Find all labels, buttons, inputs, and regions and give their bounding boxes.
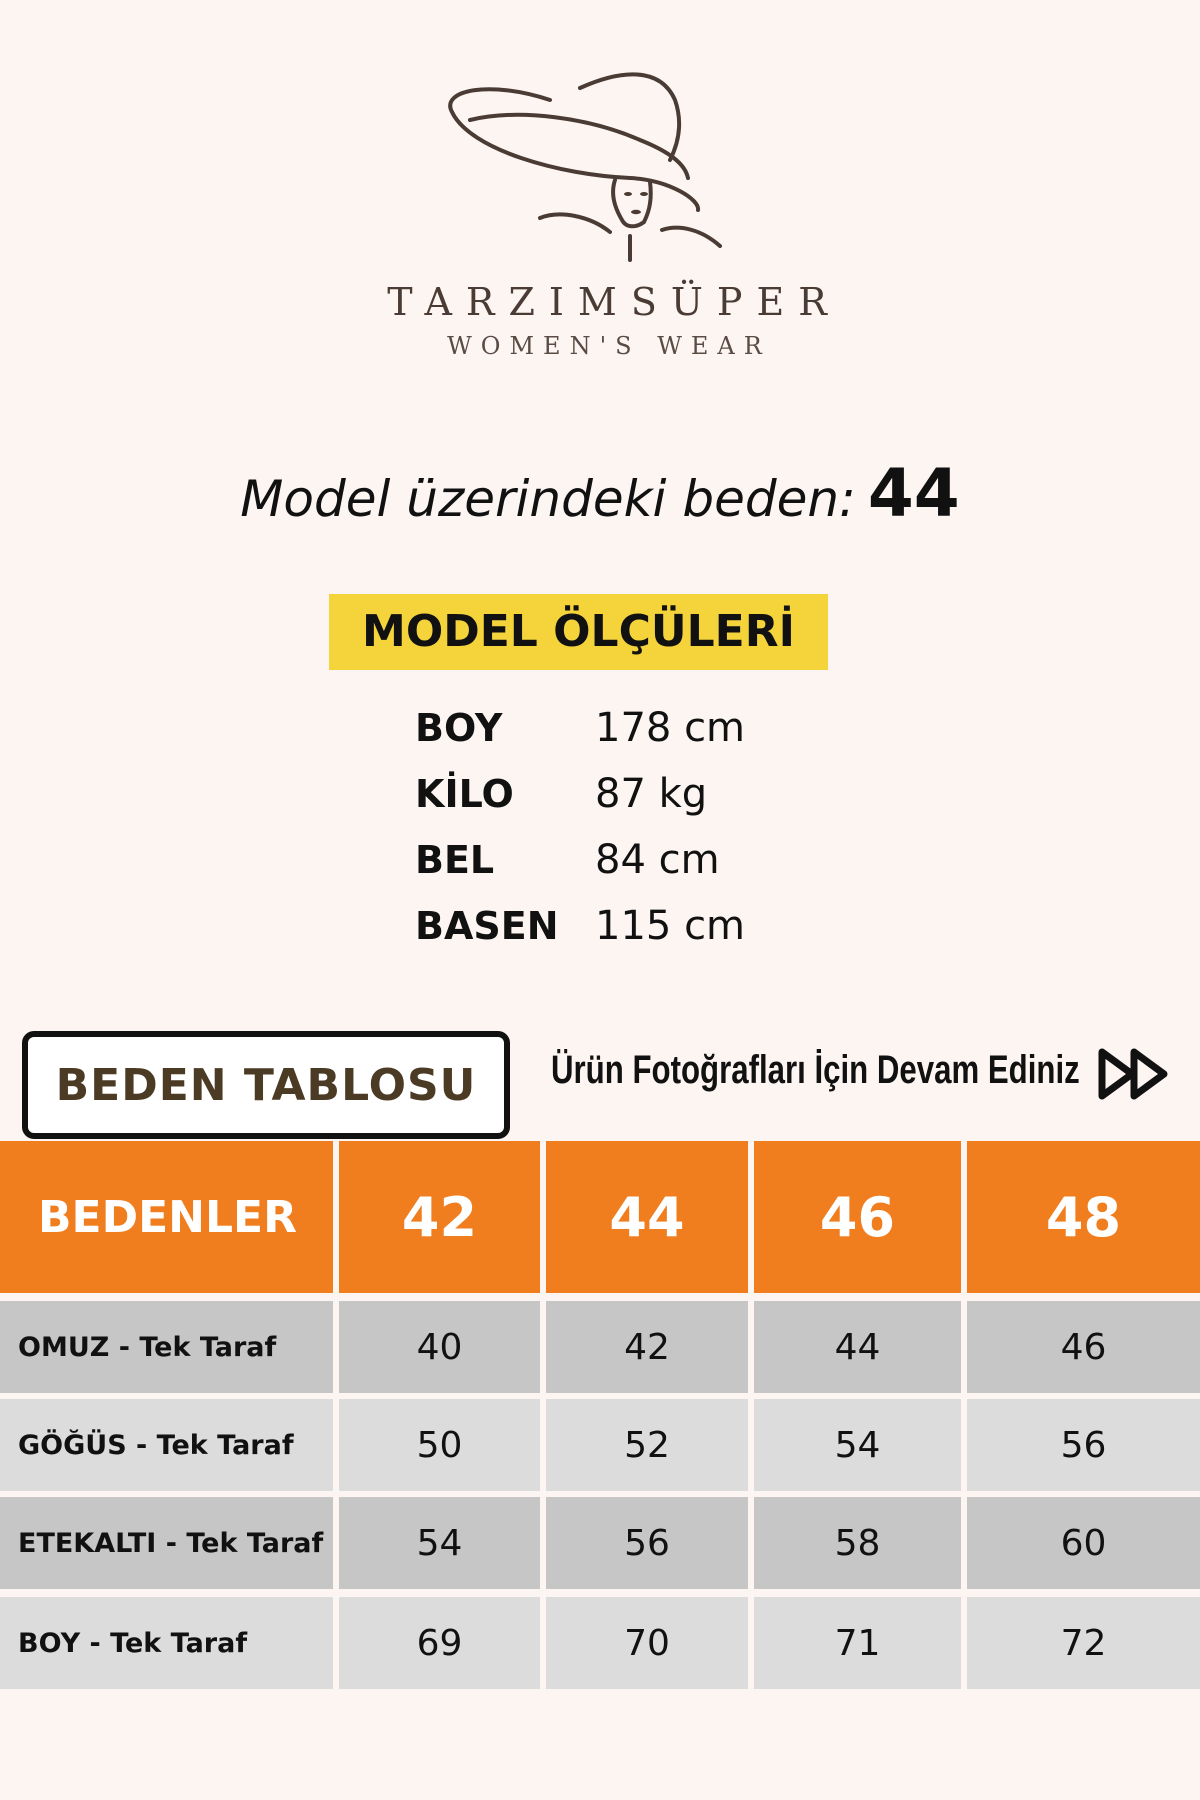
model-size-label: Model üzerindeki beden: — [240, 470, 856, 528]
measure-row-boy — [415, 695, 745, 761]
measure-row-basen — [415, 893, 745, 959]
header-size: 44 — [546, 1141, 748, 1293]
table-cell: 52 — [546, 1399, 748, 1491]
table-cell: 50 — [339, 1399, 540, 1491]
table-cell: 72 — [967, 1597, 1200, 1689]
table-cell: 70 — [546, 1597, 748, 1689]
brand-logo-illustration — [430, 60, 770, 270]
measure-row-kilo — [415, 761, 745, 827]
row-label: ETEKALTI - Tek Taraf — [0, 1497, 333, 1589]
model-size-value: 44 — [867, 455, 960, 532]
table-cell: 58 — [754, 1497, 961, 1589]
measure-row-bel — [415, 827, 745, 893]
continue-hint — [551, 1048, 1091, 1093]
brand-name: TARZIMSÜPER — [387, 280, 841, 324]
header-size: 46 — [754, 1141, 961, 1293]
continue-text: Ürün Fotoğrafları İçin Devam Ediniz — [551, 1048, 1080, 1092]
table-cell: 46 — [967, 1301, 1200, 1393]
measure-label: BEL — [415, 838, 495, 882]
measure-value: 178 cm — [595, 705, 746, 751]
table-cell: 44 — [754, 1301, 961, 1393]
row-label: OMUZ - Tek Taraf — [0, 1301, 333, 1393]
model-measures-title: MODEL ÖLÇÜLERİ — [329, 594, 828, 670]
row-label: BOY - Tek Taraf — [0, 1597, 333, 1689]
brand-subtitle: WOMEN'S WEAR — [447, 332, 771, 360]
size-chart-title: BEDEN TABLOSU — [22, 1031, 510, 1139]
measure-label: KİLO — [415, 772, 514, 816]
header-label: BEDENLER — [0, 1141, 333, 1293]
table-cell: 71 — [754, 1597, 961, 1689]
table-cell: 56 — [546, 1497, 748, 1589]
table-cell: 42 — [546, 1301, 748, 1393]
measure-label: BASEN — [415, 904, 559, 948]
table-cell: 69 — [339, 1597, 540, 1689]
model-size-line — [0, 455, 1200, 532]
table-cell: 40 — [339, 1301, 540, 1393]
table-cell: 54 — [339, 1497, 540, 1589]
table-cell: 56 — [967, 1399, 1200, 1491]
measure-value: 115 cm — [595, 903, 746, 949]
header-size: 42 — [339, 1141, 540, 1293]
measure-label: BOY — [415, 706, 503, 750]
model-measures-list — [415, 695, 745, 959]
measure-value: 84 cm — [595, 837, 720, 883]
table-cell: 54 — [754, 1399, 961, 1491]
row-label: GÖĞÜS - Tek Taraf — [0, 1399, 333, 1491]
table-cell: 60 — [967, 1497, 1200, 1589]
measure-value: 87 kg — [595, 771, 708, 817]
fast-forward-icon — [1096, 1044, 1176, 1104]
header-size: 48 — [967, 1141, 1200, 1293]
